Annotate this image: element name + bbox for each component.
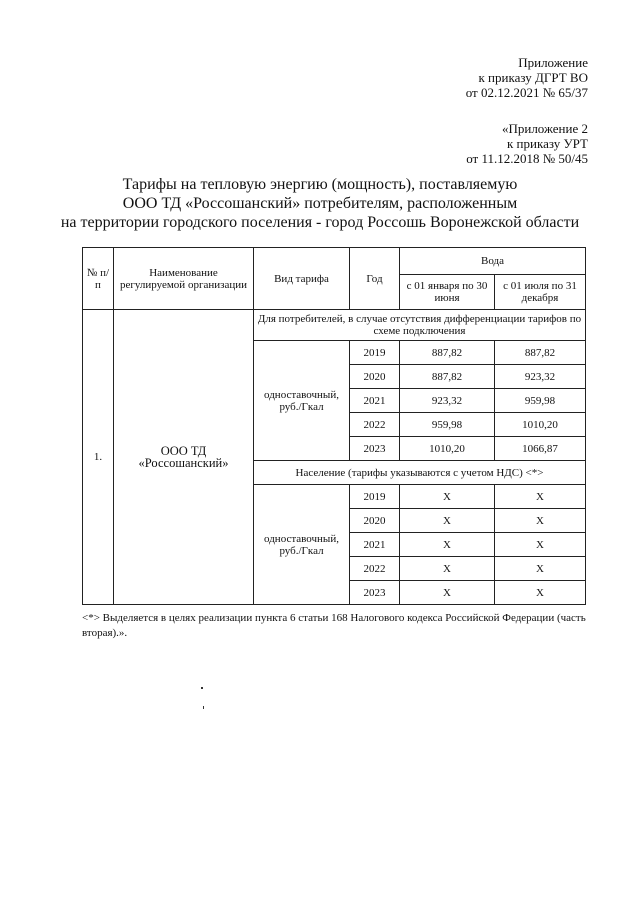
s1-value-h1: 923,32: [400, 389, 495, 413]
appendix-order-ref: к приказу ДГРТ ВО: [478, 70, 588, 85]
s1-value-h1: 887,82: [400, 341, 495, 365]
section-2-title: Население (тарифы указываются с учетом НДС) <*>: [254, 461, 586, 485]
s2-value-h2: X: [495, 557, 586, 581]
s2-year: 2021: [350, 533, 400, 557]
header-org: Наименование регулируемой организации: [114, 248, 254, 310]
s1-year: 2022: [350, 413, 400, 437]
title-line-3: на территории городского поселения - город Россошь Воронежской области: [60, 214, 580, 231]
s2-year: 2019: [350, 485, 400, 509]
org-name-line-2: «Россошанский»: [138, 456, 229, 470]
appendix2-order-date: от 11.12.2018 № 50/45: [466, 151, 588, 166]
s2-year: 2023: [350, 581, 400, 605]
s2-year: 2020: [350, 509, 400, 533]
header-period-2: с 01 июля по 31 декабря: [495, 275, 586, 310]
scan-speck: [203, 706, 204, 709]
s1-year: 2021: [350, 389, 400, 413]
row-number: 1.: [83, 310, 114, 605]
appendix2-label: «Приложение 2: [501, 121, 588, 136]
section-2-tariff-type: одноставочный, руб./Гкал: [254, 485, 350, 605]
appendix2-order-ref: к приказу УРТ: [506, 136, 588, 151]
appendix-order-date: от 02.12.2021 № 65/37: [465, 85, 588, 100]
s2-value-h1: X: [400, 485, 495, 509]
s2-value-h1: X: [400, 509, 495, 533]
s1-year: 2019: [350, 341, 400, 365]
s2-value-h2: X: [495, 533, 586, 557]
appendix2-header: [466, 121, 588, 166]
organization-name: [114, 310, 254, 605]
s1-value-h1: 959,98: [400, 413, 495, 437]
header-year: Год: [350, 248, 400, 310]
header-period-1: с 01 января по 30 июня: [400, 275, 495, 310]
s1-value-h1: 1010,20: [400, 437, 495, 461]
s2-value-h2: X: [495, 485, 586, 509]
document-title: [0, 175, 640, 232]
s2-value-h2: X: [495, 581, 586, 605]
s1-year: 2020: [350, 365, 400, 389]
s1-value-h2: 1010,20: [495, 413, 586, 437]
s2-year: 2022: [350, 557, 400, 581]
s1-value-h2: 923,32: [495, 365, 586, 389]
s2-value-h1: X: [400, 557, 495, 581]
header-num: № п/п: [83, 248, 114, 310]
tariff-table: [82, 247, 586, 605]
section-1-tariff-type: одноставочный, руб./Гкал: [254, 341, 350, 461]
s1-year: 2023: [350, 437, 400, 461]
header-type: Вид тарифа: [254, 248, 350, 310]
s2-value-h1: X: [400, 533, 495, 557]
header-water: Вода: [400, 248, 586, 275]
s2-value-h2: X: [495, 509, 586, 533]
section-1-title: Для потребителей, в случае отсутствия дифференциации тарифов по схеме подключения: [254, 310, 586, 341]
title-line-1: Тарифы на тепловую энергию (мощность), поставляемую: [122, 176, 518, 193]
s2-value-h1: X: [400, 581, 495, 605]
appendix-label: Приложение: [518, 55, 588, 70]
s1-value-h2: 959,98: [495, 389, 586, 413]
org-name-line-1: ООО ТД: [160, 444, 207, 458]
footnote: <*> Выделяется в целях реализации пункта 6 статьи 168 Налогового кодекса Российской Федерации (часть вторая).».: [82, 612, 586, 639]
s1-value-h1: 887,82: [400, 365, 495, 389]
scan-speck: [201, 687, 203, 689]
s1-value-h2: 1066,87: [495, 437, 586, 461]
appendix-header: [466, 55, 588, 100]
s1-value-h2: 887,82: [495, 341, 586, 365]
title-line-2: ООО ТД «Россошанский» потребителям, расположенным: [122, 195, 518, 212]
